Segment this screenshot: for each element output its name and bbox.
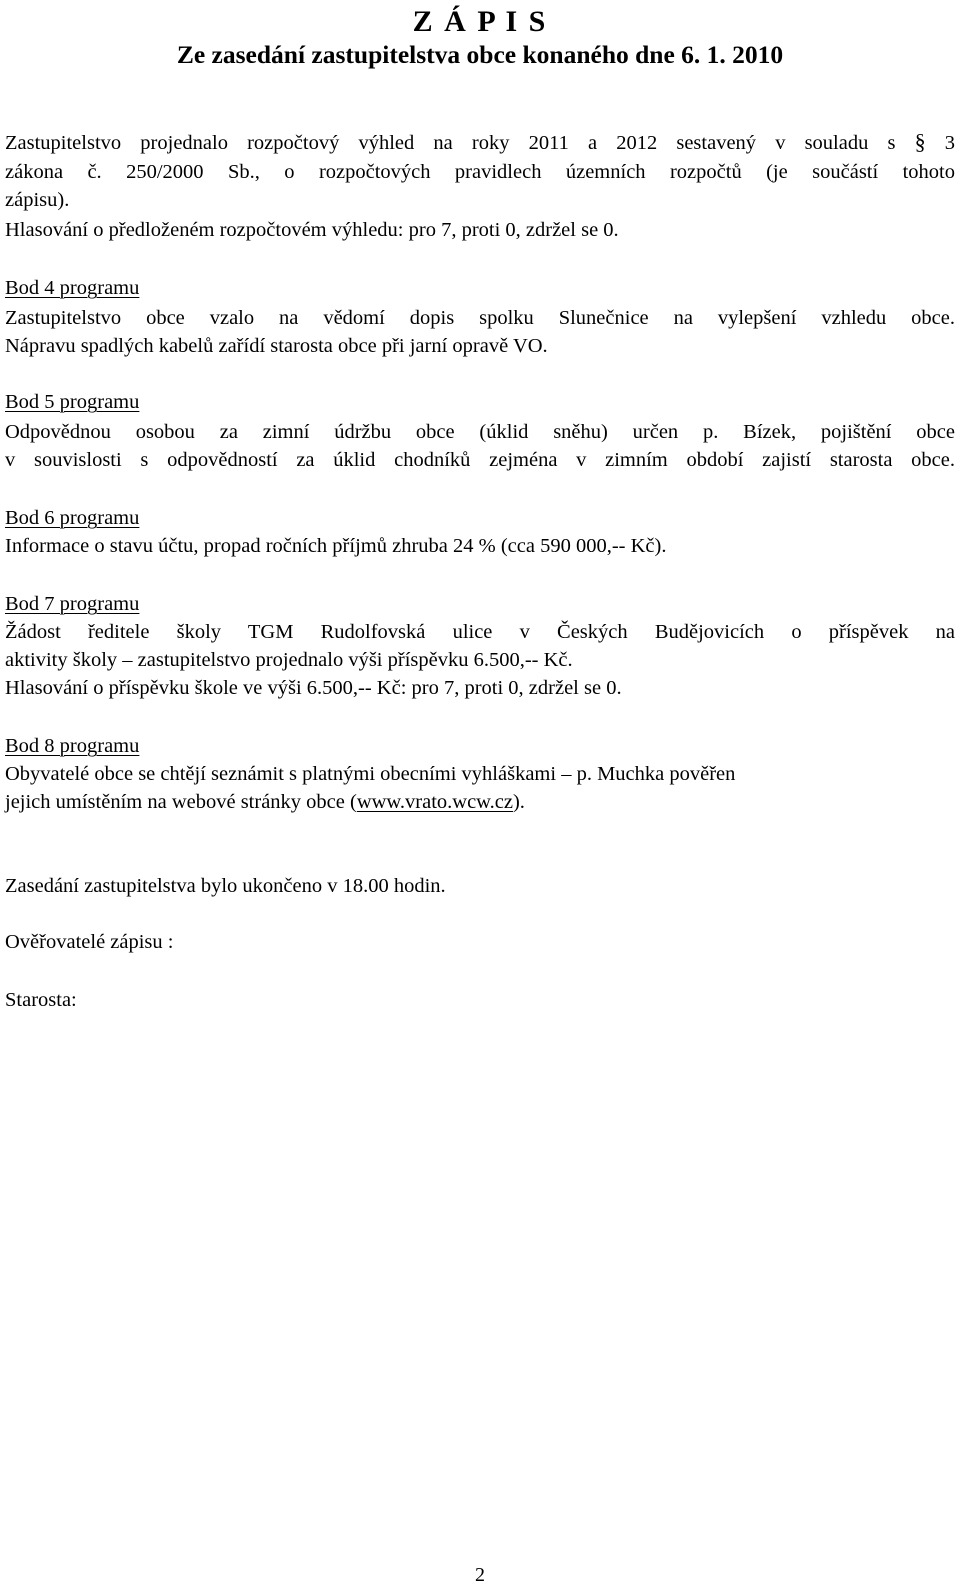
- meeting-end-text: Zasedání zastupitelstva bylo ukončeno v 18.00 hodin.: [5, 875, 446, 897]
- bod8-line-2: [5, 788, 955, 816]
- intro-line-3: zápisu).: [5, 189, 70, 211]
- mayor-label: Starosta:: [5, 989, 77, 1011]
- intro-line-1-end: 3: [944, 132, 955, 154]
- bod8-line-2-before: jejich umístěním na webové stránky obce (: [5, 791, 357, 813]
- bod8-line-2-after: ).: [512, 791, 525, 813]
- bod7-vote: Hlasování o příspěvku škole ve výši 6.500,-- Kč: pro 7, proti 0, zdržel se 0.: [5, 677, 622, 699]
- bod6-line-1: Informace o stavu účtu, propad ročních příjmů zhruba 24 % (cca 590 000,-- Kč).: [5, 535, 667, 557]
- bod4-line-1: Zastupitelstvo obce vzalo na vědomí dopis spolku Slunečnice na vylepšení vzhledu obce.: [5, 307, 955, 329]
- intro-line-2: zákona č. 250/2000 Sb., o rozpočtových pravidlech územních rozpočtů (je součástí tohoto: [5, 161, 955, 183]
- bod5-line-1: Odpovědnou osobou za zimní údržbu obce (úklid sněhu) určen p. Bízek, pojištění obce: [5, 421, 955, 443]
- bod7-line-1: Žádost ředitele školy TGM Rudolfovská ulice v Českých Budějovicích o příspěvek na: [5, 621, 955, 643]
- intro-line-1: [5, 128, 955, 157]
- bod4-line-2: Nápravu spadlých kabelů zařídí starosta obce při jarní opravě VO.: [5, 335, 548, 357]
- intro-vote: Hlasování o předloženém rozpočtovém výhledu: pro 7, proti 0, zdržel se 0.: [5, 219, 619, 241]
- website-link[interactable]: www.vrato.wcw.cz: [356, 791, 513, 813]
- document-subtitle: Ze zasedání zastupitelstva obce konaného dne 6. 1. 2010: [176, 40, 784, 69]
- bod6-heading: Bod 6 programu: [5, 507, 140, 529]
- section-sign-symbol: §: [914, 129, 926, 154]
- bod8-heading: Bod 8 programu: [5, 735, 140, 757]
- bod4-heading: Bod 4 programu: [5, 277, 140, 299]
- verifiers-label: Ověřovatelé zápisu :: [5, 931, 174, 953]
- bod7-heading: Bod 7 programu: [5, 593, 140, 615]
- bod5-line-2: v souvislosti s odpovědností za úklid chodníků zejména v zimním období zajistí starosta obce.: [5, 449, 955, 471]
- bod5-heading: Bod 5 programu: [5, 391, 140, 413]
- bod8-line-1: Obyvatelé obce se chtějí seznámit s platnými obecními vyhláškami – p. Muchka pověřen: [5, 763, 736, 785]
- document-title: Z Á P I S: [412, 5, 548, 38]
- page-number: 2: [475, 1564, 485, 1586]
- intro-line-1-text: Zastupitelstvo projednalo rozpočtový výhled na roky 2011 a 2012 sestavený v souladu s: [5, 132, 896, 154]
- bod7-line-2: aktivity školy – zastupitelstvo projednalo výši příspěvku 6.500,-- Kč.: [5, 649, 573, 671]
